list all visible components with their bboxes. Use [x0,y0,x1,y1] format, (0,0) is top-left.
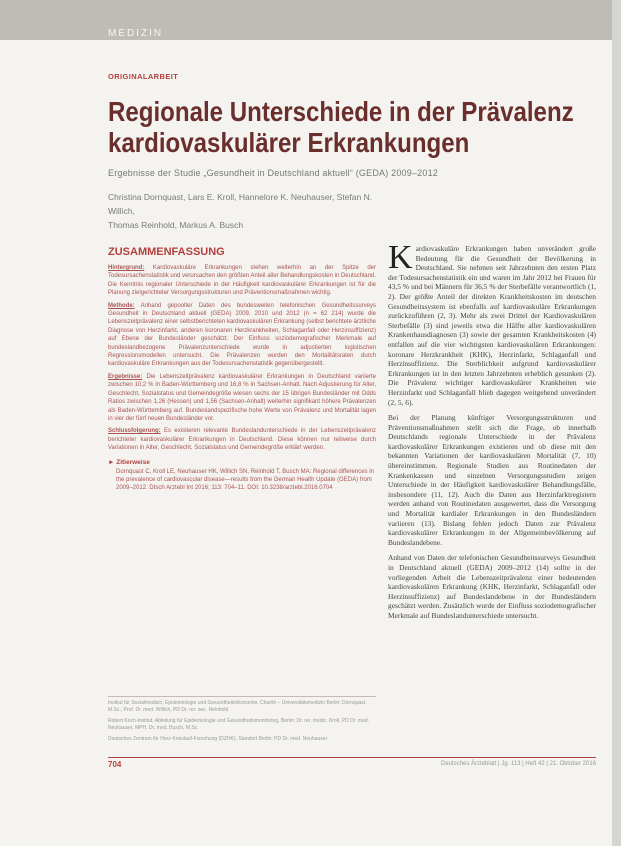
body-text-column [388,239,596,627]
citation-heading: ► Zitierweise [108,458,150,466]
summary-text: Es existieren relevante Bundeslandunterschiede in der Lebenszeitprävalenz berichteter kardiovaskulärer Erkrankungen in Deutschland. Diese können nur teilweise durch Variationen in Alter, Geschlecht, Sozialstatus und Gemeindegröße erklärt werden. [108,428,377,452]
summary-label: Schlussfolgerung: [108,428,161,435]
body-paragraph-2: Bei der Planung künftiger Versorgungsstrukturen und Präventionsmaßnahmen stellt sich die Frage, ob innerhalb Deutschlands regionale Unterschiede in der Prävalenz kardiovaskulärer Erkrankungen existieren und ob diese mit den bekannten Variationen der kardiovaskulären Mortalität (7, 10) übereinstimmen. Regionale Studien aus Routinedaten der Krankenkassen und einzelnen Versorgungsstudien zeigen Unterschiede in der Häufigkeit kardiovaskulärer Behandlungsfälle, insbesondere (11, 12). Auch die Daten aus Herzinfarktregistern werden anhand von Routinedaten ausgewertet, dass die Versorgung und Mortalität kardialer Erkrankungen in den Bundesländern variieren (13). Bislang fehlen jedoch Daten zur Prävalenz kardiovaskulärer Erkrankungen in der Allgemeinbevölkerung auf Bundeslandebene. [388,413,596,547]
summary-label: Hintergrund: [108,265,145,271]
summary-conclusion [108,427,376,452]
citation-text: Dornquast C, Kroll LE, Neuhauser HK, Willich SN, Reinhold T, Busch MA: Regional differences in the prevalence of cardiovascular disease—results from the German Health Update (GEDA) from 2009–2012. Dtsch Arztebl Int 2016; 113: 704–11. DOI: 10.3238/arztebl.2016.0704 [116,468,374,492]
section-banner [0,0,612,40]
footnote-2: Robert Koch-Institut, Abteilung für Epidemiologie und Gesundheitsmonitoring, Berlin: Dr. rer. medic. Kroll, PD Dr. med. Neuhauser, MPH, Dr. med. Busch, M.Sc. [108,718,369,731]
summary-methods [108,302,376,369]
summary-text: Kardiovaskuläre Erkrankungen stehen weiterhin an der Spitze der Todesursachenstatistik und verursachen den größten Anteil aller Behandlungskosten in Deutschland. Die Kenntnis regionaler Unterschiede in der Häufigkeit kardiovaskulärer Erkrankungen ist für die Planung zielgerichteter Versorgungsstrukturen und Präventionsmaßnahmen wichtig. [108,265,376,297]
article-kicker: ORIGINALARBEIT [108,72,179,81]
footnote-divider [108,696,376,697]
body-paragraph-1 [388,239,596,407]
summary-heading: ZUSAMMENFASSUNG [108,246,225,258]
page-number: 704 [108,760,122,769]
body-text: ardiovaskuläre Erkrankungen haben unverändert große Bedeutung für die Gesundheit der Bevölkerung in Deutschland. Sie nehmen seit Jahrzehnten den ersten Platz der Todesursachenstatistik ein und waren im Jahr 2012 bei Frauen für 43,5 % und bei Männern für 36,5 % der Sterbefälle verantwortlich (1, 2). Der größte Anteil der direkten Krankheitskosten im deutschen Gesundheitssystem ist ebenfalls auf kardiovaskuläre Erkrankungen zurückzuführen (2, 3). Mehr als zwei Drittel der Kardiovaskulären Sterbefälle (3) sind jeweils etwa die Hälfte aller kardiovaskulären Krankenhausdiagnosen (3) sowie der gesamten Krankheitskosten (4) entfallen auf die vier wichtigsten kardiovaskulären Erkrankungen: koronare Herzkrankheit (KHK), Herzinfarkt, Schlaganfall und Herzinsuffizienz. Die Sterblichkeit aufgrund kardiovaskulärer Erkrankungen ist in den letzten Jahrzehnten erheblich gesunken (2). Die Prävalenz wichtiger kardiovaskulärer Krankheiten wie Herzinfarkt und Schlaganfall blieb dagegen weitgehend unverändert (2, 5, 6). [388,244,596,407]
affiliation-footnotes [108,700,376,747]
summary-text: Anhand gepoolter Daten des bundesweiten telefonischen Gesundheitssurveys Gesundheit in Deutschland aktuell (GEDA) 2009, 2010 und 2012 (n = 62 214) wurde die Lebenszeitprävalenz einer selbstberichteten kardiovaskulären Erkrankung (selbst berichtete ärztliche Diagnose von Herzinfarkt, anderen koronaren Herzkrankheiten, Schlaganfall oder Herzinsuffizienz) auf Ebene der Bundesländer geschätzt. Der Einfluss soziodemografischer Merkmale auf bundeslandbezogene Prävalenzunterschiede wurde in adjustierten logistischen Regressionsmodellen untersucht. Die Prävalenzen wurden den Mortalitätsraten durch kardiovaskuläre Erkrankungen aus der Todesursachenstatistik gegenübergestellt. [108,302,376,368]
title-line-2: kardiovaskulärer Erkrankungen [108,127,470,158]
summary-label: Methode: [108,302,135,309]
scan-margin [612,0,621,846]
journal-citation: Deutsches Ärzteblatt | Jg. 113 | Heft 42 | 21. Oktober 2016 [441,761,596,767]
section-label: MEDIZIN [108,28,164,39]
drop-cap: K [388,239,413,276]
body-paragraph-3: Anhand von Daten der telefonischen Gesundheitssurveys Gesundheit in Deutschland aktuell (GEDA) 2009–2012 (14) sollte in der vorliegenden Arbeit die Lebenszeitprävalenz einer bedeutenden kardiovaskulären Erkrankung (KHK, Herzinfarkt, Schlaganfall oder Herzinsuffizienz) auf Bundeslandebene in der Bundesländern geschätzt werden. Zusätzlich wurde der Einfluss soziodemografischer Merkmale auf Bundeslandunterschiede untersucht. [388,553,596,620]
footnote-1: Institut für Sozialmedizin, Epidemiologie und Gesundheitsökonomie, Charité – Universitätsmedizin Berlin: Dornquast, M.Sc., Prof. Dr. med. Willich, PD Dr. rer. oec. Reinhold [108,700,367,713]
summary-label: Ergebnisse: [108,373,143,380]
article-title [108,96,574,158]
footer-divider [108,757,596,758]
authors-line-2: Thomas Reinhold, Markus A. Busch [108,220,244,230]
summary-results [108,373,376,423]
summary-background [108,264,376,298]
title-line-1: Regionale Unterschiede in der Prävalenz [108,96,574,127]
summary-text: Die Lebenszeitprävalenz kardiovaskulärer Erkrankungen in Deutschland variierte zwischen 10,2 % in Baden-Württemberg und 16,8 % in Sachsen-Anhalt. Nach Adjustierung für Alter, Geschlecht, Sozialstatus und Gemeindegröße wiesen sechs der 15 übrigen Bundesländer mit Odds Ratios zwischen 1,26 (Hessen) und 1,56 (Sachsen-Anhalt) weiterhin signifikant höhere Prävalenzen als Baden-Württemberg auf. Bundeslandspezifische hohe Werte von Prävalenz und Mortalität lagen in vier der fünf neuen Bundesländer vor. [108,373,376,422]
summary-box [108,246,376,493]
author-list [108,190,378,232]
article-subtitle: Ergebnisse der Studie „Gesundheit in Deutschland aktuell“ (GEDA) 2009–2012 [108,168,438,178]
footnote-3: Deutsches Zentrum für Herz-Kreislauf-Forschung (DZHK), Standort Berlin: PD Dr. med. Neuhauser [108,736,328,742]
authors-line-1: Christina Dornquast, Lars E. Kroll, Hannelore K. Neuhauser, Stefan N. Willich, [108,192,373,216]
